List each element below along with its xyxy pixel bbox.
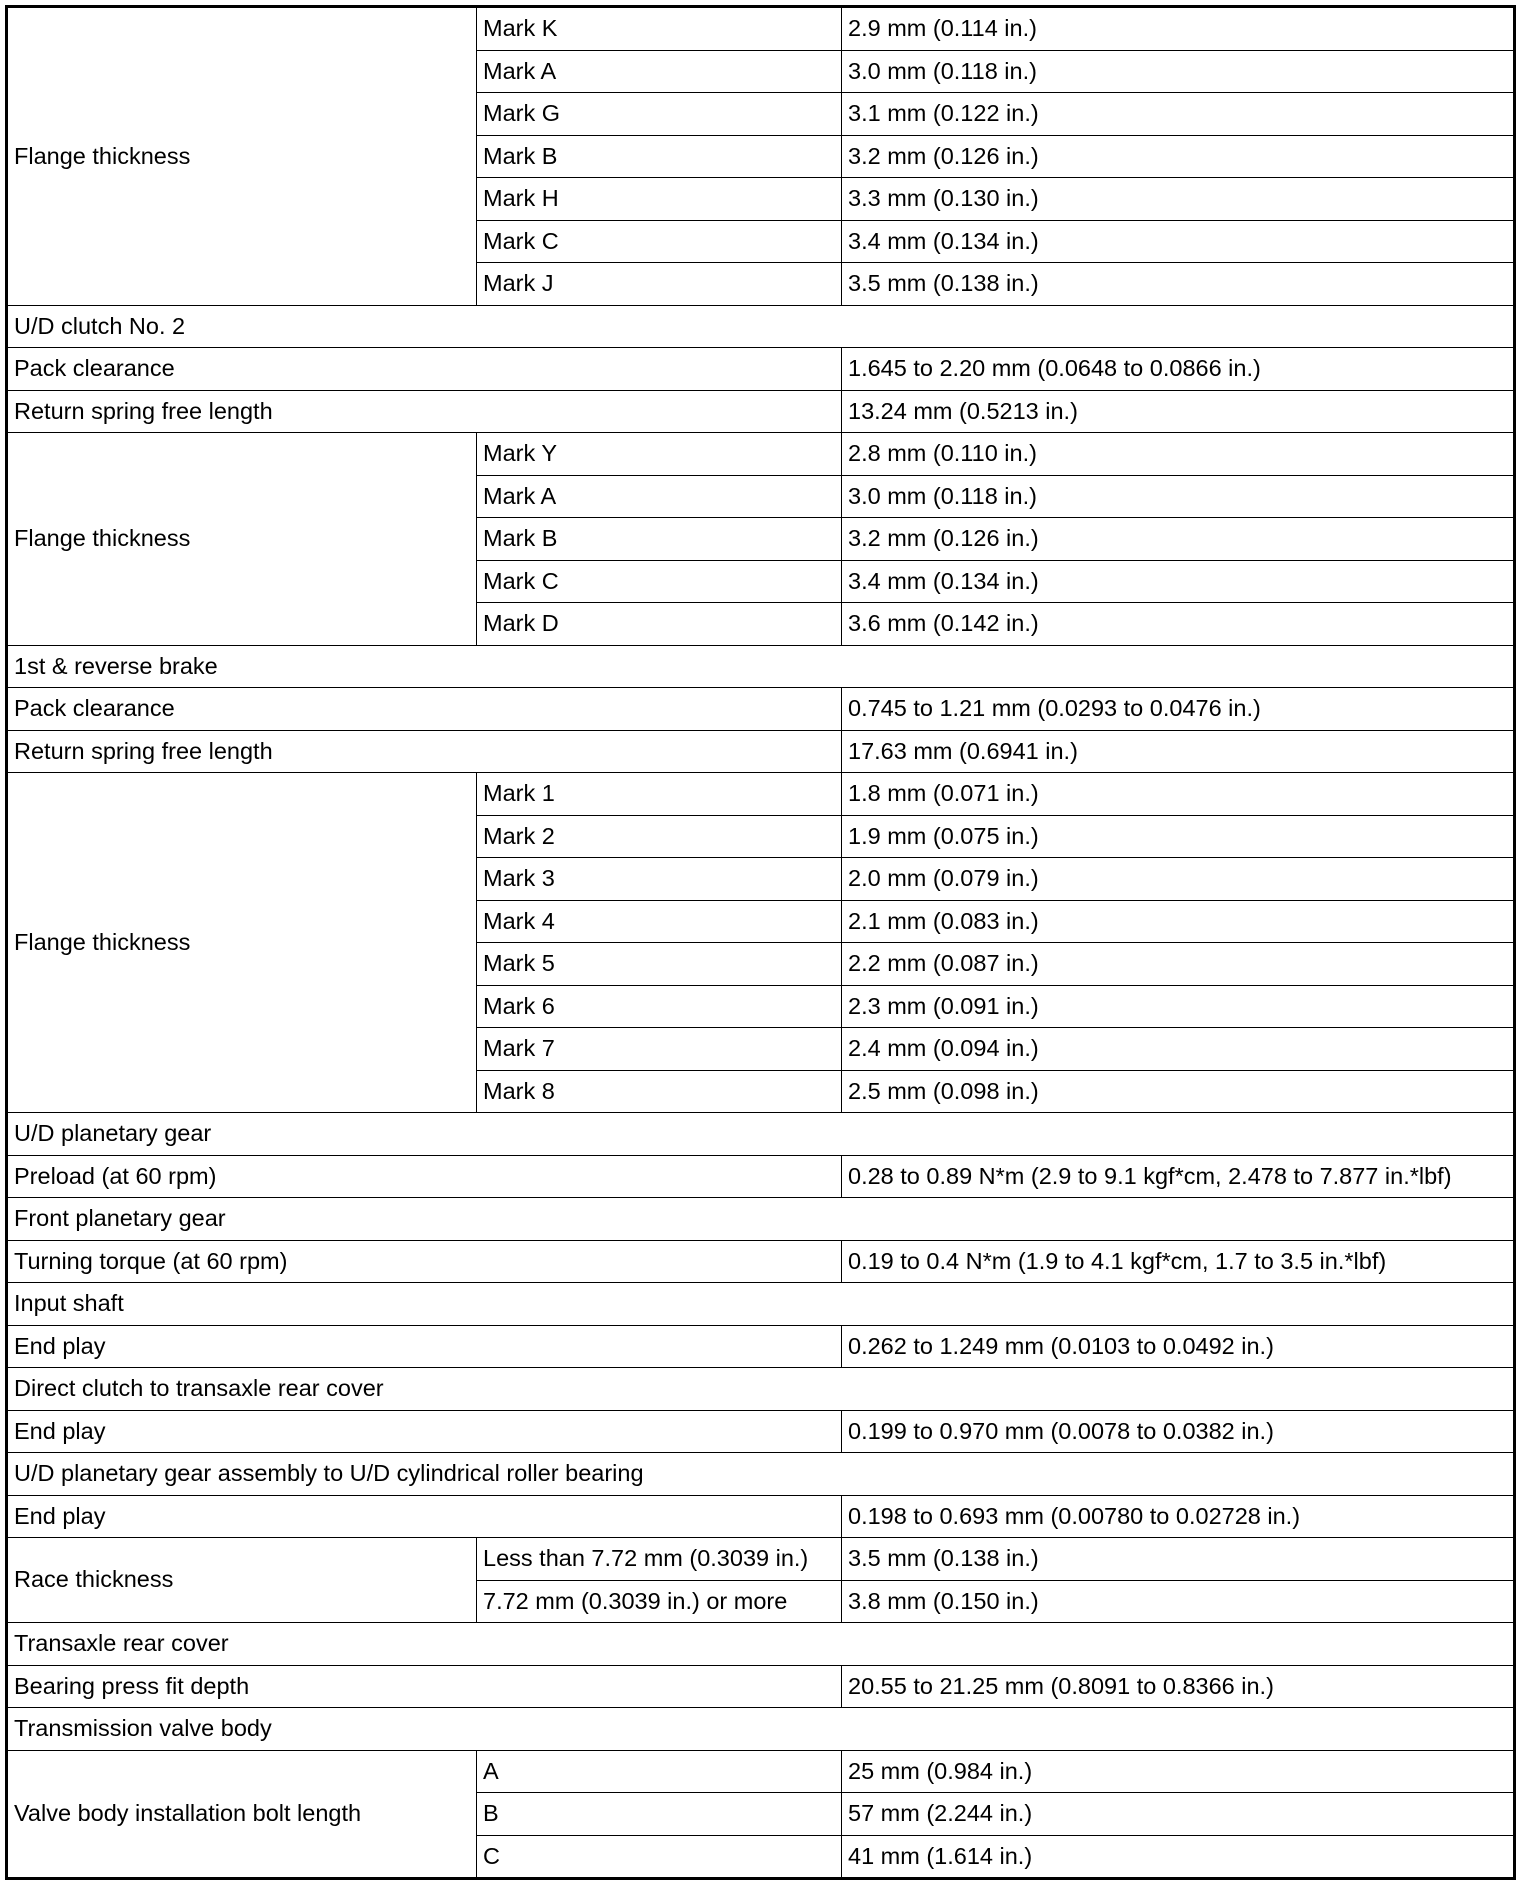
spec-value: 17.63 mm (0.6941 in.) — [842, 730, 1515, 773]
spec-group-row — [7, 433, 1515, 476]
spec-value: 3.2 mm (0.126 in.) — [842, 135, 1515, 178]
spec-value: 1.645 to 2.20 mm (0.0648 to 0.0866 in.) — [842, 348, 1515, 391]
spec-group-row — [7, 1538, 1515, 1581]
spec-row — [7, 1495, 1515, 1538]
spec-value: 0.262 to 1.249 mm (0.0103 to 0.0492 in.) — [842, 1325, 1515, 1368]
section-row — [7, 1708, 1515, 1751]
spec-group-label: Race thickness — [7, 1538, 477, 1623]
section-heading: Direct clutch to transaxle rear cover — [7, 1368, 1515, 1411]
spec-value: 0.198 to 0.693 mm (0.00780 to 0.02728 in.) — [842, 1495, 1515, 1538]
spec-condition: Mark B — [477, 518, 842, 561]
spec-value: 0.745 to 1.21 mm (0.0293 to 0.0476 in.) — [842, 688, 1515, 731]
section-row — [7, 1113, 1515, 1156]
spec-label: Pack clearance — [7, 348, 842, 391]
spec-row — [7, 1240, 1515, 1283]
spec-group-label: Valve body installation bolt length — [7, 1750, 477, 1879]
spec-condition: A — [477, 1750, 842, 1793]
section-row — [7, 1453, 1515, 1496]
spec-condition: Mark Y — [477, 433, 842, 476]
spec-value: 3.5 mm (0.138 in.) — [842, 263, 1515, 306]
spec-value: 25 mm (0.984 in.) — [842, 1750, 1515, 1793]
spec-condition: Mark 2 — [477, 815, 842, 858]
spec-value: 3.0 mm (0.118 in.) — [842, 475, 1515, 518]
spec-condition: Less than 7.72 mm (0.3039 in.) — [477, 1538, 842, 1581]
spec-value: 3.1 mm (0.122 in.) — [842, 93, 1515, 136]
spec-condition: Mark 8 — [477, 1070, 842, 1113]
spec-condition: Mark B — [477, 135, 842, 178]
spec-condition: 7.72 mm (0.3039 in.) or more — [477, 1580, 842, 1623]
spec-condition: Mark 5 — [477, 943, 842, 986]
spec-condition: Mark A — [477, 50, 842, 93]
spec-row — [7, 730, 1515, 773]
spec-condition: Mark D — [477, 603, 842, 646]
spec-value: 2.3 mm (0.091 in.) — [842, 985, 1515, 1028]
spec-value: 2.1 mm (0.083 in.) — [842, 900, 1515, 943]
spec-label: End play — [7, 1410, 842, 1453]
section-heading: Input shaft — [7, 1283, 1515, 1326]
spec-value: 3.4 mm (0.134 in.) — [842, 220, 1515, 263]
spec-condition: Mark J — [477, 263, 842, 306]
section-row — [7, 305, 1515, 348]
spec-value: 1.9 mm (0.075 in.) — [842, 815, 1515, 858]
spec-condition: Mark 7 — [477, 1028, 842, 1071]
section-heading: Front planetary gear — [7, 1198, 1515, 1241]
spec-condition: Mark 1 — [477, 773, 842, 816]
spec-condition: Mark C — [477, 220, 842, 263]
section-heading: Transaxle rear cover — [7, 1623, 1515, 1666]
spec-row — [7, 348, 1515, 391]
spec-label: Bearing press fit depth — [7, 1665, 842, 1708]
section-row — [7, 1368, 1515, 1411]
spec-value: 2.4 mm (0.094 in.) — [842, 1028, 1515, 1071]
spec-group-row — [7, 1750, 1515, 1793]
spec-value: 2.5 mm (0.098 in.) — [842, 1070, 1515, 1113]
spec-label: Return spring free length — [7, 390, 842, 433]
spec-value: 2.2 mm (0.087 in.) — [842, 943, 1515, 986]
section-row — [7, 1198, 1515, 1241]
section-row — [7, 1283, 1515, 1326]
spec-group-label: Flange thickness — [7, 7, 477, 306]
spec-value: 2.9 mm (0.114 in.) — [842, 7, 1515, 51]
spec-label: Turning torque (at 60 rpm) — [7, 1240, 842, 1283]
spec-condition: Mark K — [477, 7, 842, 51]
spec-label: Pack clearance — [7, 688, 842, 731]
spec-condition: B — [477, 1793, 842, 1836]
spec-value: 57 mm (2.244 in.) — [842, 1793, 1515, 1836]
spec-condition: Mark 6 — [477, 985, 842, 1028]
spec-group-row — [7, 773, 1515, 816]
spec-value: 2.0 mm (0.079 in.) — [842, 858, 1515, 901]
spec-label: Return spring free length — [7, 730, 842, 773]
spec-group-row — [7, 7, 1515, 51]
spec-condition: C — [477, 1835, 842, 1879]
spec-label: End play — [7, 1495, 842, 1538]
spec-value: 20.55 to 21.25 mm (0.8091 to 0.8366 in.) — [842, 1665, 1515, 1708]
spec-value: 3.2 mm (0.126 in.) — [842, 518, 1515, 561]
spec-group-label: Flange thickness — [7, 433, 477, 646]
spec-value: 1.8 mm (0.071 in.) — [842, 773, 1515, 816]
spec-value: 3.5 mm (0.138 in.) — [842, 1538, 1515, 1581]
spec-condition: Mark A — [477, 475, 842, 518]
spec-value: 3.4 mm (0.134 in.) — [842, 560, 1515, 603]
spec-value: 3.8 mm (0.150 in.) — [842, 1580, 1515, 1623]
spec-row — [7, 1325, 1515, 1368]
spec-group-label: Flange thickness — [7, 773, 477, 1113]
spec-value: 13.24 mm (0.5213 in.) — [842, 390, 1515, 433]
spec-value: 2.8 mm (0.110 in.) — [842, 433, 1515, 476]
section-heading: U/D planetary gear — [7, 1113, 1515, 1156]
section-heading: U/D clutch No. 2 — [7, 305, 1515, 348]
spec-value: 41 mm (1.614 in.) — [842, 1835, 1515, 1879]
spec-value: 3.0 mm (0.118 in.) — [842, 50, 1515, 93]
spec-row — [7, 688, 1515, 731]
spec-condition: Mark G — [477, 93, 842, 136]
section-row — [7, 645, 1515, 688]
spec-label: Preload (at 60 rpm) — [7, 1155, 842, 1198]
spec-condition: Mark 3 — [477, 858, 842, 901]
spec-value: 0.19 to 0.4 N*m (1.9 to 4.1 kgf*cm, 1.7 to 3.5 in.*lbf) — [842, 1240, 1515, 1283]
spec-row — [7, 1665, 1515, 1708]
spec-row — [7, 1155, 1515, 1198]
spec-condition: Mark H — [477, 178, 842, 221]
section-heading: 1st & reverse brake — [7, 645, 1515, 688]
section-heading: U/D planetary gear assembly to U/D cylindrical roller bearing — [7, 1453, 1515, 1496]
section-heading: Transmission valve body — [7, 1708, 1515, 1751]
specification-table-body — [7, 7, 1515, 1879]
spec-label: End play — [7, 1325, 842, 1368]
spec-value: 0.199 to 0.970 mm (0.0078 to 0.0382 in.) — [842, 1410, 1515, 1453]
spec-value: 0.28 to 0.89 N*m (2.9 to 9.1 kgf*cm, 2.478 to 7.877 in.*lbf) — [842, 1155, 1515, 1198]
spec-value: 3.3 mm (0.130 in.) — [842, 178, 1515, 221]
specification-table — [5, 5, 1516, 1880]
spec-row — [7, 390, 1515, 433]
spec-condition: Mark 4 — [477, 900, 842, 943]
spec-value: 3.6 mm (0.142 in.) — [842, 603, 1515, 646]
section-row — [7, 1623, 1515, 1666]
spec-condition: Mark C — [477, 560, 842, 603]
spec-row — [7, 1410, 1515, 1453]
